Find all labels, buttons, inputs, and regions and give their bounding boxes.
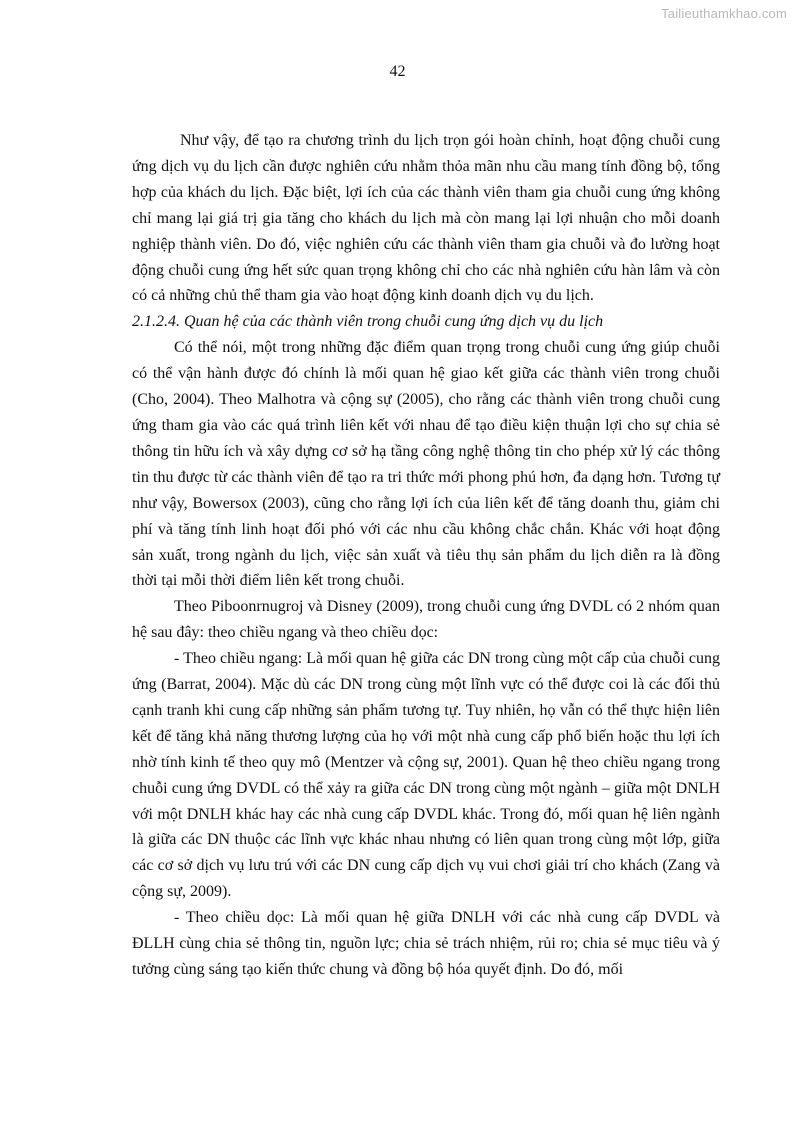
paragraph-vertical: - Theo chiều dọc: Là mối quan hệ giữa DNLH với các nhà cung cấp DVDL và ĐLLH cùng chia sẻ thông tin, nguồn lực; chia sẻ trách nhiệm, rủi ro; chia sẻ mục tiêu và ý tưởng cùng sáng tạo kiến thức chung và đồng bộ hóa quyết định. Do đó, mối [132, 909, 720, 978]
paragraph-relationship-groups: Theo Piboonrnugroj và Disney (2009), trong chuỗi cung ứng DVDL có 2 nhóm quan hệ sau đây: theo chiều ngang và theo chiều dọc: [132, 598, 720, 642]
paragraph-intro: Như vậy, để tạo ra chương trình du lịch trọn gói hoàn chỉnh, hoạt động chuỗi cung ứng dịch vụ du lịch cần được nghiên cứu nhằm thỏa mãn nhu cầu mang tính đồng bộ, tổng hợp của khách du lịch. Đặc biệt, lợi ích của các thành viên tham gia chuỗi cung ứng không chỉ mang lại giá trị gia tăng cho khách du lịch mà còn mang lại lợi nhuận cho mỗi doanh nghiệp thành viên. Do đó, việc nghiên cứu các thành viên tham gia chuỗi và đo lường hoạt động chuỗi cung ứng hết sức quan trọng không chỉ cho các nhà nghiên cứu hàn lâm và còn có cả những chủ thể tham gia vào hoạt động kinh doanh dịch vụ du lịch. [132, 132, 720, 305]
paragraph-horizontal: - Theo chiều ngang: Là mối quan hệ giữa các DN trong cùng một cấp của chuỗi cung ứng (Barrat, 2004). Mặc dù các DN trong cùng một lĩnh vực có thể được coi là các đối thủ cạnh tranh khi cung cấp những sản phẩm tương tự. Tuy nhiên, họ vẫn có thể thực hiện liên kết để tăng khả năng thương lượng của họ với một nhà cung cấp phổ biến hoặc thu lợi ích nhờ tính kinh tế theo quy mô (Mentzer và cộng sự, 2001). Quan hệ theo chiều ngang trong chuỗi cung ứng DVDL có thể xảy ra giữa các DN trong cùng một ngành – giữa một DNLH với một DNLH khác hay các nhà cung cấp DVDL khác. Trong đó, mối quan hệ liên ngành là giữa các DN thuộc các lĩnh vực khác nhau nhưng có liên quan trong cùng một lớp, giữa các cơ sở dịch vụ lưu trú với các DN cung cấp dịch vụ vui chơi giải trí cho khách (Zang và cộng sự, 2009). [132, 650, 720, 901]
watermark-text: Tailieuthamkhao.com [661, 6, 787, 21]
document-body [132, 128, 720, 983]
paragraph-relationships: Có thể nói, một trong những đặc điểm quan trọng trong chuỗi cung ứng giúp chuỗi có thể vận hành được đó chính là mối quan hệ giao kết giữa các thành viên trong chuỗi (Cho, 2004). Theo Malhotra và cộng sự (2005), cho rằng các thành viên trong chuỗi cung ứng tham gia vào các quá trình liên kết với nhau để tạo điều kiện thuận lợi cho sự chia sẻ thông tin hữu ích và xây dựng cơ sở hạ tầng công nghệ thông tin cho phép xử lý các thông tin thu được từ các thành viên để tạo ra tri thức mới phong phú hơn, đa dạng hơn. Tương tự như vậy, Bowersox (2003), cũng cho rằng lợi ích của liên kết để tăng doanh thu, giảm chi phí và tăng tính linh hoạt đối phó với các nhu cầu không chắc chắn. Khác với hoạt động sản xuất, trong ngành du lịch, việc sản xuất và tiêu thụ sản phẩm du lịch diễn ra là đồng thời tại mỗi thời điểm liên kết trong chuỗi. [132, 339, 720, 590]
page-number: 42 [389, 63, 406, 80]
section-heading: 2.1.2.4. Quan hệ của các thành viên trong chuỗi cung ứng dịch vụ du lịch [132, 313, 604, 331]
